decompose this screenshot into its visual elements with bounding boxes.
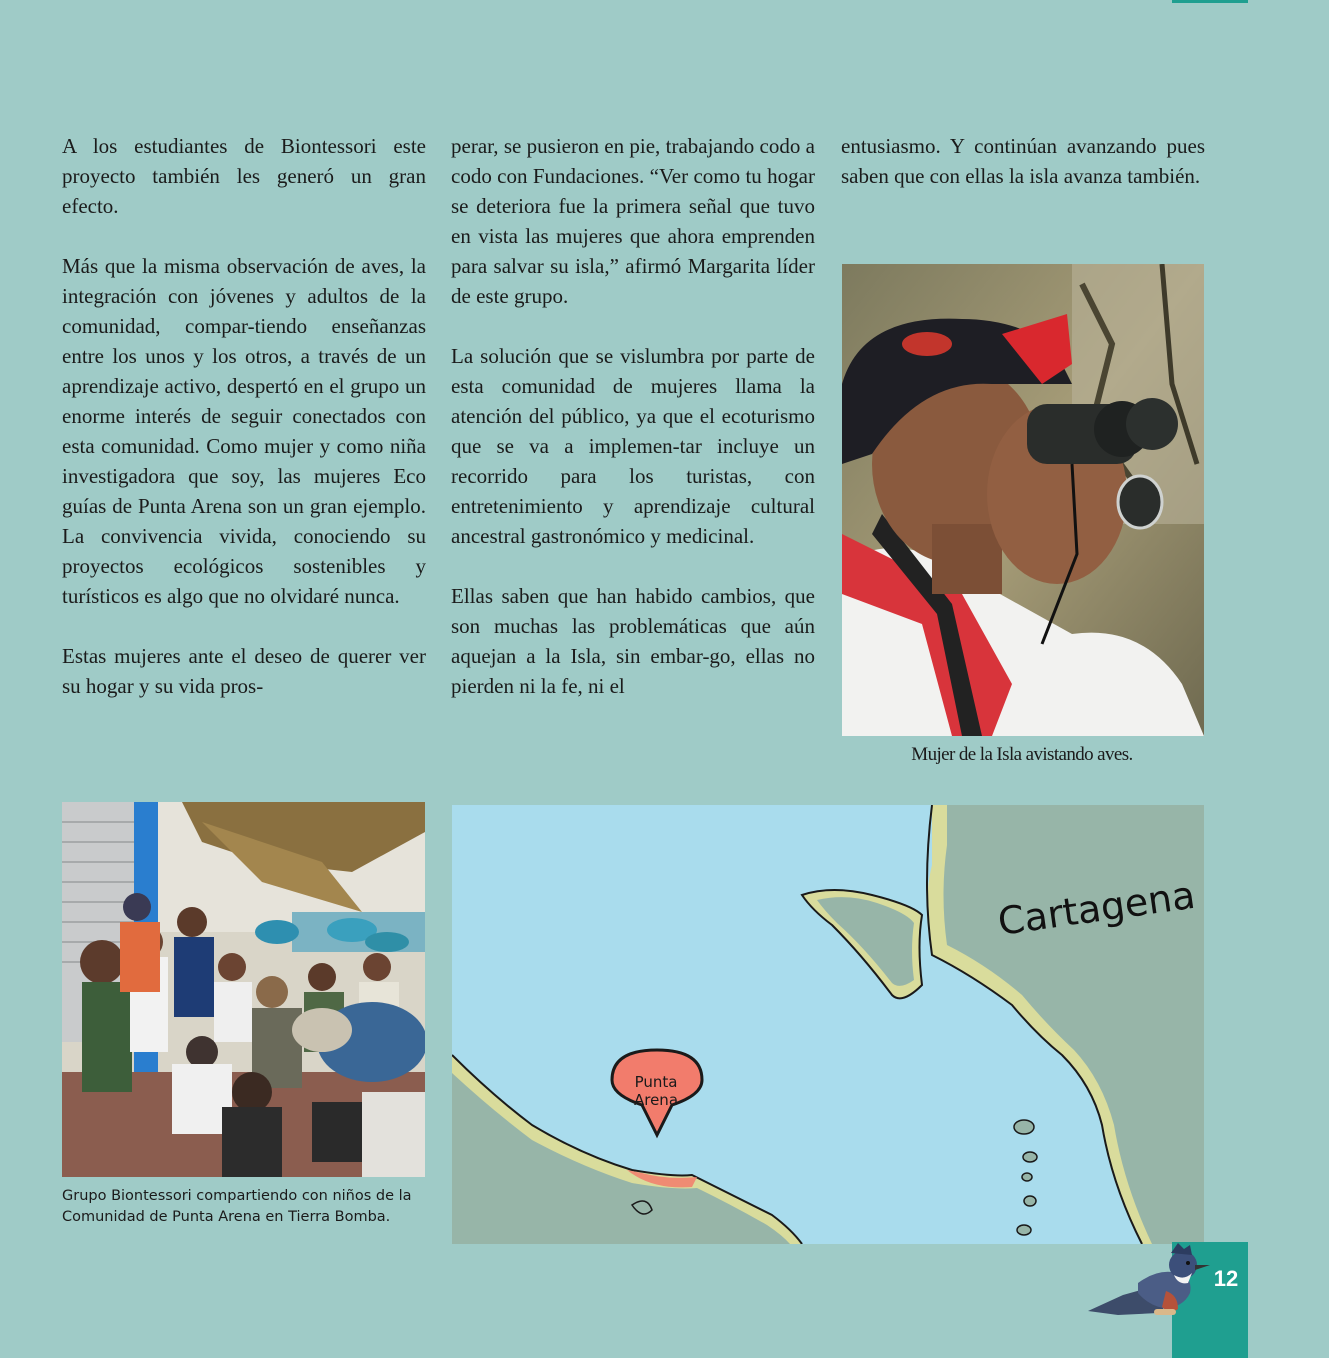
map-marker-label: Arena (633, 1091, 679, 1109)
top-accent-bar (1172, 0, 1248, 3)
paragraph: Ellas saben que han habido cambios, que son muchas las problemáticas que aún aquejan a la Isla, sin embar-go, ellas no pierden ni la fe, ni el (451, 584, 815, 698)
caption-line: Comunidad de Punta Arena en Tierra Bomba. (62, 1209, 391, 1225)
kingfisher-bird-icon (1078, 1243, 1218, 1328)
paragraph: Más que la misma observación de aves, la integración con jóvenes y adultos de la comunidad, compar-tiendo enseñanzas entre los unos y los otros, a través de un aprendizaje activo, despertó en el grupo un enorme interés de seguir conectados con esta comunidad. Como mujer y como niña investigadora que soy, las mujeres Eco guías de Punta Arena son un gran ejemplo. La convivencia vivida, conociendo su proyectos ecológicos sostenibles y turísticos es algo que no olvidaré nunca. (62, 254, 426, 608)
caption-line: Grupo Biontessori compartiendo con niños de la (62, 1188, 412, 1204)
map-city-label: Cartagena (995, 872, 1198, 944)
map-marker-label: Punta (634, 1073, 678, 1091)
paragraph: La solución que se vislumbra por parte de esta comunidad de mujeres llama la atención del público, ya que el ecoturismo que se va a implemen-tar incluye un recorrido para los turistas, con entretenimiento y aprendizaje cultural ancestral gastronómico y medicinal. (451, 344, 815, 548)
paragraph: entusiasmo. Y continúan avanzando pues saben que con ellas la isla avanza también. (841, 134, 1205, 188)
text-column-2 (451, 131, 815, 731)
paragraph: A los estudiantes de Biontessori este proyecto también les generó un gran efecto. (62, 134, 426, 218)
text-column-1 (62, 131, 426, 731)
map-illustration (452, 805, 1204, 1244)
woman-photo-caption: Mujer de la Isla avistando aves. (911, 744, 1133, 765)
woman-birdwatching-photo (842, 264, 1204, 736)
group-photo-caption (62, 1186, 442, 1228)
page-number: 12 (1213, 1266, 1239, 1291)
text-column-3 (841, 131, 1205, 221)
paragraph: Estas mujeres ante el deseo de querer ver su hogar y su vida pros- (62, 644, 426, 698)
paragraph: perar, se pusieron en pie, trabajando codo a codo con Fundaciones. “Ver como tu hogar se deteriora fue la primera señal que tuvo en vista las mujeres que ahora emprenden para salvar su isla,” afirmó Margarita líder de este grupo. (451, 134, 815, 308)
group-photo (62, 802, 425, 1177)
